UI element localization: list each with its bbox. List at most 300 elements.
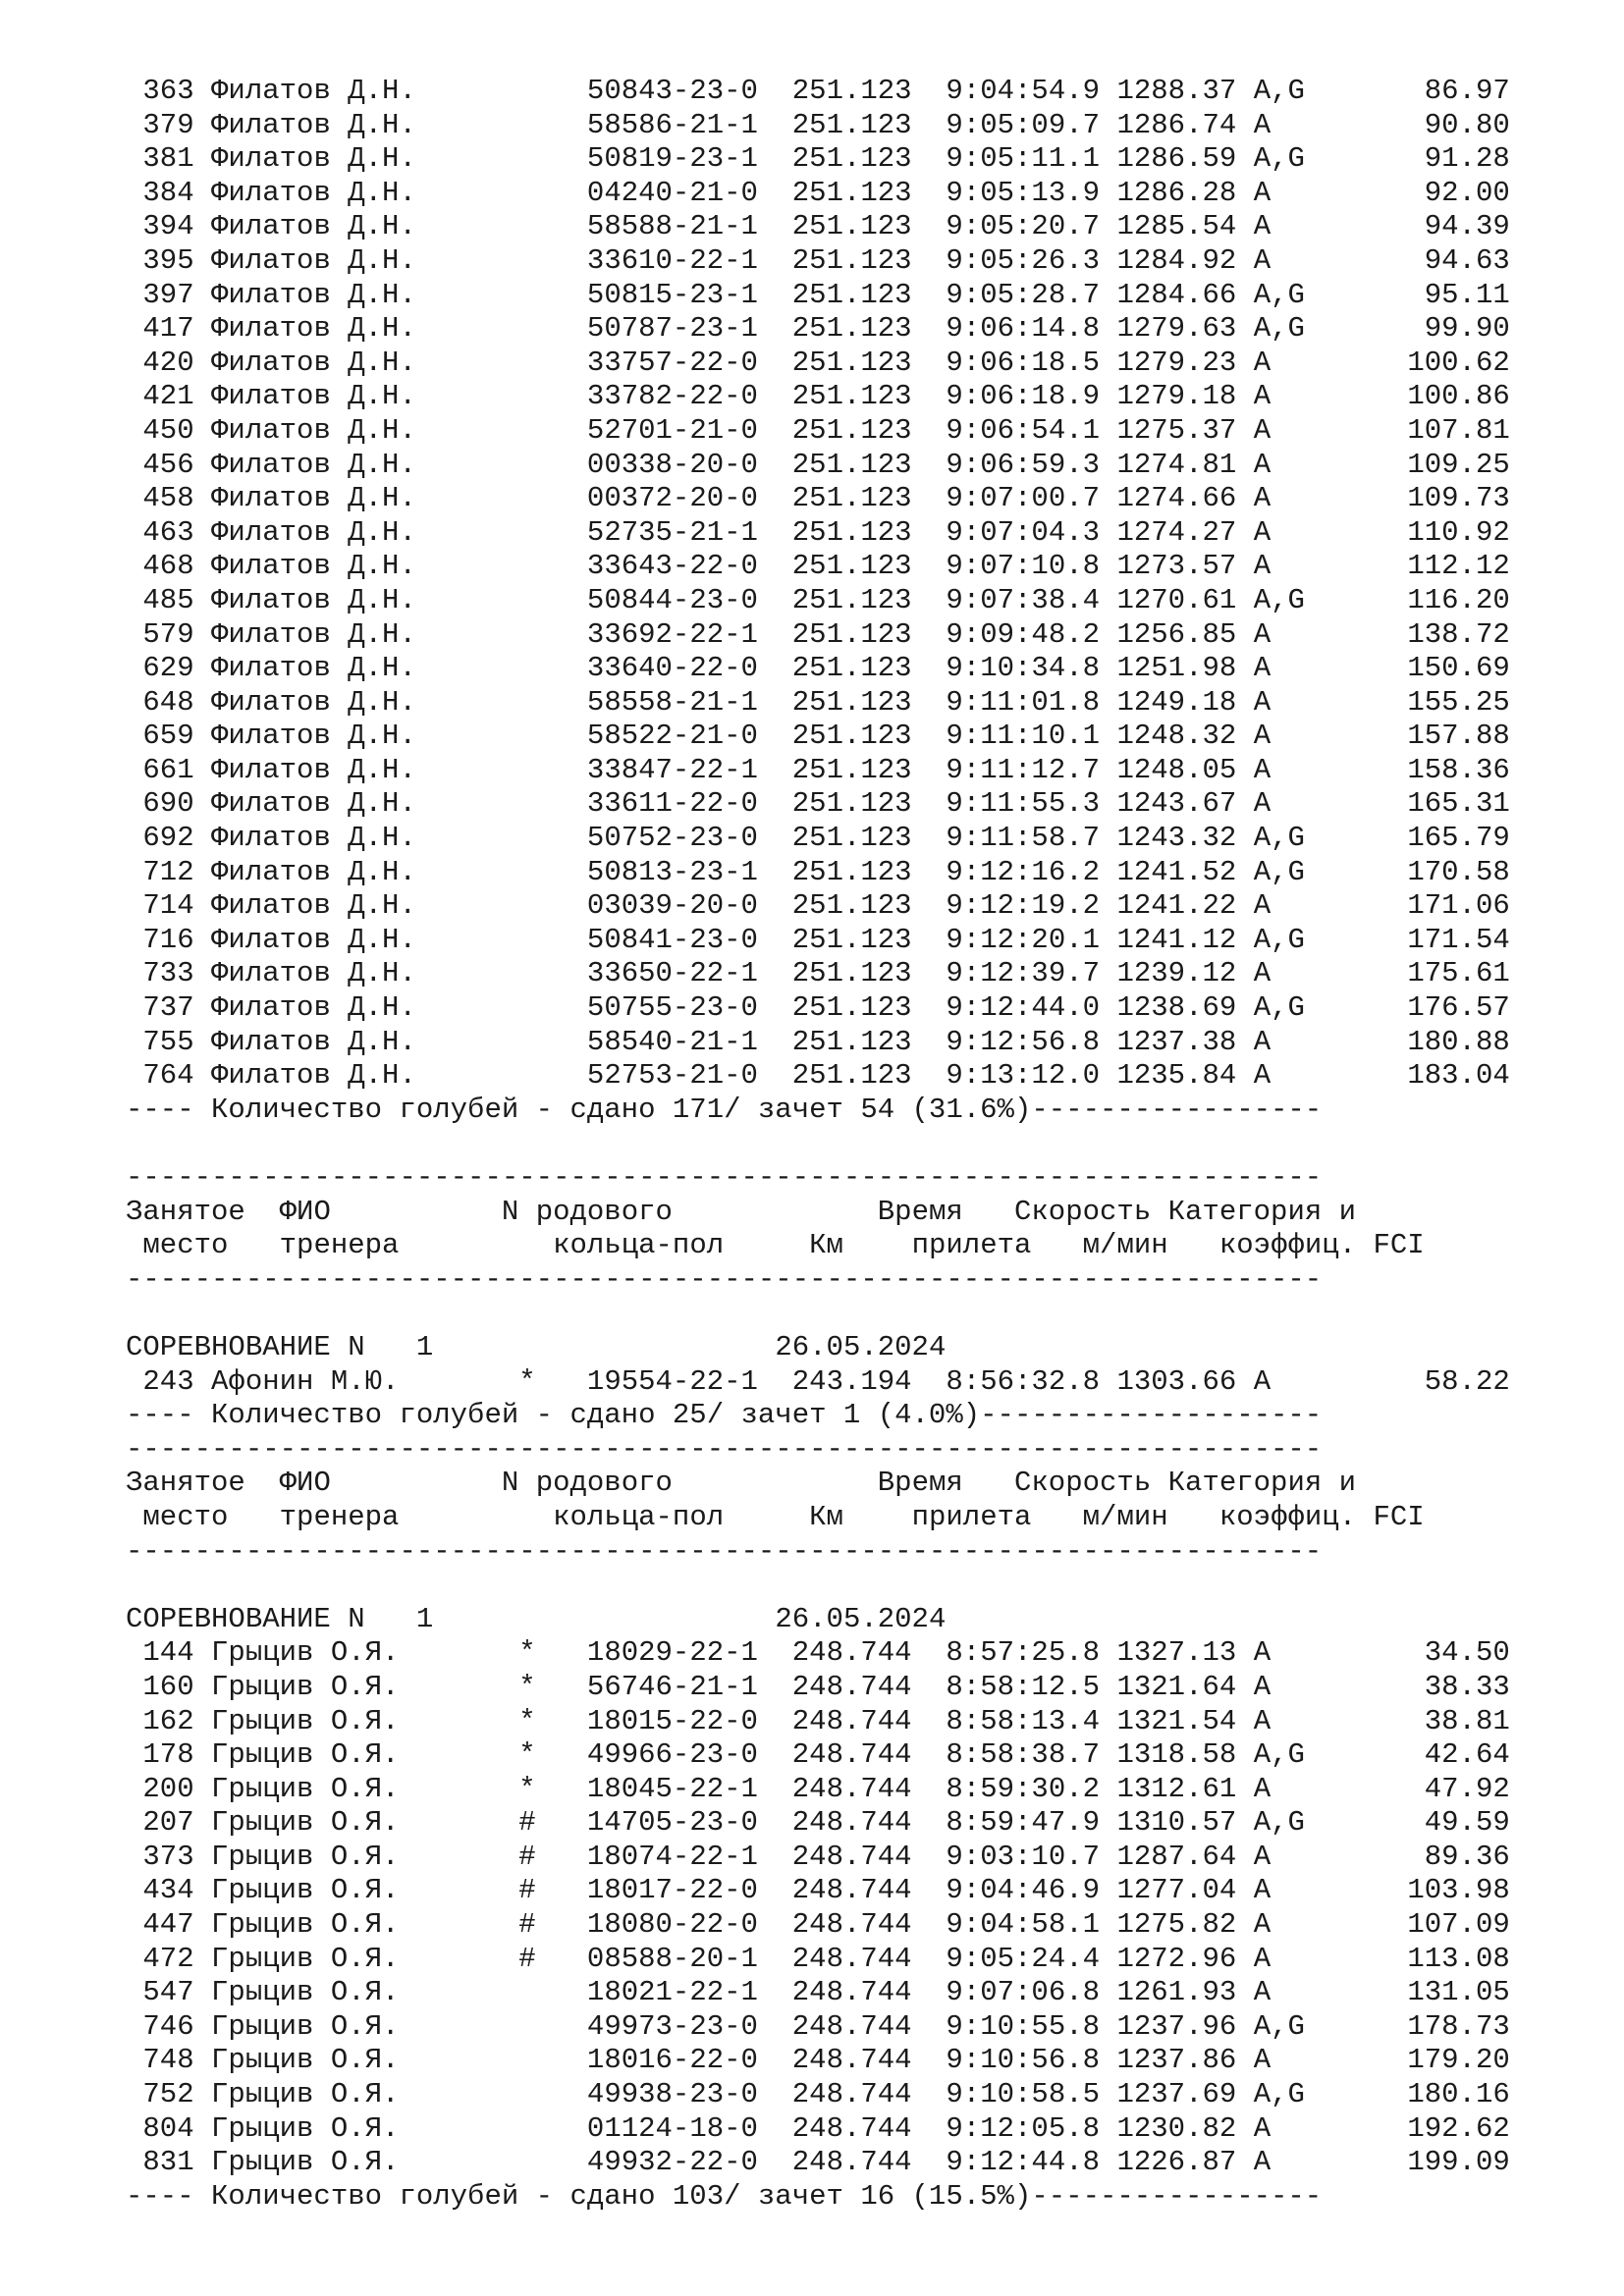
place-number: 579 [142,617,194,651]
arrival-time: 9:12:44.0 [946,991,1101,1025]
distance-km: 251.123 [791,210,912,243]
competition-number: 1 [415,1602,434,1635]
distance-km: 248.744 [791,2044,912,2077]
fancier-name: Грыцив О.Я. [211,1704,400,1737]
distance-km: 251.123 [791,413,912,447]
fancier-name: Филатов Д.Н. [211,482,416,515]
distance-km: 251.123 [791,346,912,379]
result-row [126,754,1510,788]
ring-number: 50752-23-0 [586,822,758,855]
category-code: A,G [1253,2009,1305,2043]
place-number: 144 [142,1636,194,1670]
arrival-time: 9:05:09.7 [946,108,1101,141]
arrival-time: 9:06:14.8 [946,312,1101,346]
place-number: 458 [142,482,194,515]
fci-coefficient: 138.72 [1407,617,1510,651]
header-km: Км [809,1500,843,1533]
speed-value: 1237.86 [1116,2044,1237,2077]
fci-coefficient: 99.90 [1424,312,1510,346]
arrival-time: 9:05:24.4 [946,1942,1101,1975]
section-summary: Количество голубей - сдано 25/ зачет 1 (4.0%) [211,1399,981,1432]
arrival-time: 9:05:20.7 [946,210,1101,243]
distance-km: 251.123 [791,991,912,1025]
summary-line: ---- Количество голубей - сдано 25/ зачет 1 (4.0%)-------------------- [126,1399,1323,1432]
category-code: A [1253,176,1272,209]
result-row [126,109,1510,143]
place-number: 200 [142,1772,194,1805]
fancier-name: Филатов Д.Н. [211,380,416,413]
arrival-time: 9:07:10.8 [946,550,1101,583]
distance-km: 251.123 [791,108,912,141]
fci-coefficient: 110.92 [1407,515,1510,549]
category-code: A,G [1253,2078,1305,2111]
distance-km: 251.123 [791,515,912,549]
place-number: 178 [142,1738,194,1772]
entry-mark: * [518,1364,536,1398]
arrival-time: 9:10:34.8 [946,652,1101,685]
place-number: 547 [142,1976,194,2009]
fancier-name: Филатов Д.Н. [211,991,416,1025]
entry-mark: * [518,1772,536,1805]
header-time: Время [877,1467,963,1500]
place-number: 755 [142,1025,194,1058]
result-row [126,482,1510,516]
ring-number: 58522-21-0 [586,720,758,753]
place-number: 397 [142,278,194,311]
category-code: A,G [1253,855,1305,888]
entry-mark: * [518,1704,536,1737]
fancier-name: Грыцив О.Я. [211,1670,400,1703]
fancier-name: Филатов Д.Н. [211,889,416,923]
fci-coefficient: 100.62 [1407,346,1510,379]
arrival-time: 9:12:39.7 [946,957,1101,990]
header-name: ФИО [279,1195,331,1228]
distance-km: 248.744 [791,1806,912,1840]
fancier-name: Грыцив О.Я. [211,1738,400,1772]
category-code: A [1253,2111,1272,2145]
place-number: 748 [142,2044,194,2077]
category-code: A [1253,720,1272,753]
result-row [126,244,1510,279]
speed-value: 1249.18 [1116,685,1237,719]
result-row [126,312,1510,347]
fancier-name: Афонин М.Ю. [211,1364,400,1398]
header-place: Занятое [126,1467,245,1500]
fci-coefficient: 131.05 [1407,1976,1510,2009]
arrival-time: 9:05:11.1 [946,142,1101,176]
fci-coefficient: 42.64 [1424,1738,1510,1772]
speed-value: 1286.74 [1116,108,1237,141]
arrival-time: 9:05:26.3 [946,243,1101,277]
distance-km: 251.123 [791,583,912,616]
distance-km: 248.744 [791,1942,912,1975]
fci-coefficient: 179.20 [1407,2044,1510,2077]
ring-number: 50843-23-0 [586,75,758,107]
place-number: 417 [142,312,194,346]
fancier-name: Грыцив О.Я. [211,2078,400,2111]
separator-rule: ---------------------------------------------------------------------- [126,1262,1323,1296]
speed-value: 1256.85 [1116,617,1237,651]
entry-mark: # [518,1874,536,1907]
fancier-name: Филатов Д.Н. [211,720,416,753]
distance-km: 248.744 [791,1840,912,1873]
place-number: 737 [142,991,194,1025]
result-row [126,2010,1510,2045]
distance-km: 251.123 [791,787,912,821]
results-report [126,75,1510,2214]
speed-value: 1279.23 [1116,346,1237,379]
distance-km: 251.123 [791,176,912,209]
place-number: 207 [142,1806,194,1840]
ring-number: 18016-22-0 [586,2044,758,2077]
fci-coefficient: 107.09 [1407,1908,1510,1942]
distance-km: 251.123 [791,312,912,346]
speed-value: 1237.96 [1116,2009,1237,2043]
speed-value: 1285.54 [1116,210,1237,243]
fancier-name: Филатов Д.Н. [211,515,416,549]
fci-coefficient: 150.69 [1407,652,1510,685]
fci-coefficient: 47.92 [1424,1772,1510,1805]
arrival-time: 9:05:28.7 [946,278,1101,311]
place-number: 690 [142,787,194,821]
header-place-2: место [142,1500,229,1533]
place-number: 746 [142,2009,194,2043]
ring-number: 04240-21-0 [586,176,758,209]
ring-number: 58588-21-1 [586,210,758,243]
place-number: 447 [142,1908,194,1942]
arrival-time: 9:04:54.9 [946,75,1101,107]
category-code: A [1253,1942,1272,1975]
arrival-time: 9:12:20.1 [946,923,1101,956]
distance-km: 248.744 [791,1908,912,1942]
category-code: A [1253,515,1272,549]
fancier-name: Грыцив О.Я. [211,2009,400,2043]
result-row [126,414,1510,449]
speed-value: 1274.27 [1116,515,1237,549]
speed-value: 1243.32 [1116,822,1237,855]
arrival-time: 9:07:06.8 [946,1976,1101,2009]
entry-mark: * [518,1636,536,1670]
header-arrival: прилета [911,1229,1032,1262]
distance-km: 251.123 [791,243,912,277]
fci-coefficient: 178.73 [1407,2009,1510,2043]
place-number: 661 [142,753,194,786]
fci-coefficient: 34.50 [1424,1636,1510,1670]
column-header-line-2 [126,1229,1510,1263]
category-code: A [1253,685,1272,719]
speed-value: 1279.18 [1116,380,1237,413]
arrival-time: 9:12:19.2 [946,889,1101,923]
arrival-time: 8:58:13.4 [946,1704,1101,1737]
ring-number: 58586-21-1 [586,108,758,141]
ring-number: 18074-22-1 [586,1840,758,1873]
speed-value: 1288.37 [1116,75,1237,107]
ring-number: 03039-20-0 [586,889,758,923]
ring-number: 49973-23-0 [586,2009,758,2043]
speed-value: 1274.66 [1116,482,1237,515]
distance-km: 251.123 [791,957,912,990]
arrival-time: 9:11:58.7 [946,822,1101,855]
place-number: 733 [142,957,194,990]
place-number: 421 [142,380,194,413]
header-name-2: тренера [279,1229,400,1262]
category-code: A [1253,957,1272,990]
arrival-time: 9:03:10.7 [946,1840,1101,1873]
distance-km: 248.744 [791,1738,912,1772]
category-code: A [1253,787,1272,821]
category-code: A [1253,1840,1272,1873]
category-code: A [1253,2146,1272,2179]
fci-coefficient: 158.36 [1407,753,1510,786]
speed-value: 1272.96 [1116,1942,1237,1975]
speed-value: 1312.61 [1116,1772,1237,1805]
entry-mark: # [518,1840,536,1873]
place-number: 395 [142,243,194,277]
arrival-time: 8:56:32.8 [946,1364,1101,1398]
separator-rule: ---------------------------------------------------------------------- [126,1534,1323,1568]
distance-km: 248.744 [791,2009,912,2043]
header-place-2: место [142,1229,229,1262]
fancier-name: Филатов Д.Н. [211,75,416,107]
fancier-name: Грыцив О.Я. [211,1840,400,1873]
arrival-time: 9:07:04.3 [946,515,1101,549]
fci-coefficient: 192.62 [1407,2111,1510,2145]
fancier-name: Филатов Д.Н. [211,278,416,311]
result-row [126,210,1510,244]
ring-number: 52701-21-0 [586,413,758,447]
result-row [126,177,1510,211]
speed-value: 1274.81 [1116,448,1237,481]
fci-coefficient: 170.58 [1407,855,1510,888]
section-summary: Количество голубей - сдано 103/ зачет 16 (15.5%) [211,2179,1032,2213]
fci-coefficient: 107.81 [1407,413,1510,447]
result-row [126,957,1510,991]
header-speed-unit: м/мин [1082,1229,1168,1262]
fci-coefficient: 155.25 [1407,685,1510,719]
fci-coefficient: 92.00 [1424,176,1510,209]
ring-number: 50755-23-0 [586,991,758,1025]
ring-number: 33757-22-0 [586,346,758,379]
section-summary: Количество голубей - сдано 171/ зачет 54 (31.6%) [211,1093,1032,1126]
fancier-name: Филатов Д.Н. [211,855,416,888]
place-number: 716 [142,923,194,956]
fancier-name: Филатов Д.Н. [211,923,416,956]
ring-number: 52753-21-0 [586,1059,758,1093]
ring-number: 58558-21-1 [586,685,758,719]
ring-number: 19554-22-1 [586,1364,758,1398]
speed-value: 1241.52 [1116,855,1237,888]
speed-value: 1275.82 [1116,1908,1237,1942]
fancier-name: Филатов Д.Н. [211,652,416,685]
speed-value: 1237.38 [1116,1025,1237,1058]
category-code: A [1253,482,1272,515]
result-row [126,1738,1510,1773]
result-row [126,991,1510,1026]
category-code: A [1253,1874,1272,1907]
distance-km: 248.744 [791,1772,912,1805]
fancier-name: Грыцив О.Я. [211,1942,400,1975]
result-row [126,856,1510,890]
category-code: A,G [1253,1806,1305,1840]
place-number: 243 [142,1364,194,1398]
category-code: A [1253,1025,1272,1058]
column-header-line-2 [126,1501,1510,1535]
category-code: A,G [1253,923,1305,956]
result-row [126,279,1510,313]
fci-coefficient: 86.97 [1424,75,1510,107]
competition-label: СОРЕВНОВАНИЕ N [126,1602,365,1635]
fci-coefficient: 176.57 [1407,991,1510,1025]
ring-number: 14705-23-0 [586,1806,758,1840]
fci-coefficient: 58.22 [1424,1364,1510,1398]
fancier-name: Филатов Д.Н. [211,753,416,786]
competition-label: СОРЕВНОВАНИЕ N [126,1330,365,1363]
category-code: A,G [1253,278,1305,311]
result-row [126,924,1510,958]
ring-number: 58540-21-1 [586,1025,758,1058]
category-code: A,G [1253,583,1305,616]
place-number: 764 [142,1059,194,1093]
fci-coefficient: 165.79 [1407,822,1510,855]
place-number: 463 [142,515,194,549]
fci-coefficient: 171.54 [1407,923,1510,956]
distance-km: 248.744 [791,1670,912,1703]
ring-number: 18080-22-0 [586,1908,758,1942]
fci-coefficient: 94.39 [1424,210,1510,243]
result-row [126,550,1510,584]
speed-value: 1321.54 [1116,1704,1237,1737]
place-number: 450 [142,413,194,447]
distance-km: 251.123 [791,142,912,176]
fci-coefficient: 183.04 [1407,1059,1510,1093]
ring-number: 52735-21-1 [586,515,758,549]
arrival-time: 9:07:00.7 [946,482,1101,515]
result-row [126,1026,1510,1060]
fancier-name: Грыцив О.Я. [211,1874,400,1907]
ring-number: 49932-22-0 [586,2146,758,2179]
distance-km: 251.123 [791,685,912,719]
result-row [126,1943,1510,1977]
ring-number: 50844-23-0 [586,583,758,616]
speed-value: 1238.69 [1116,991,1237,1025]
speed-value: 1251.98 [1116,652,1237,685]
speed-value: 1279.63 [1116,312,1237,346]
speed-value: 1261.93 [1116,1976,1237,2009]
ring-number: 56746-21-1 [586,1670,758,1703]
fancier-name: Грыцив О.Я. [211,1636,400,1670]
arrival-time: 9:10:58.5 [946,2078,1101,2111]
fci-coefficient: 103.98 [1407,1874,1510,1907]
separator-rule: ---------------------------------------------------------------------- [126,1161,1323,1194]
column-header-line-1 [126,1196,1510,1230]
ring-number: 18021-22-1 [586,1976,758,2009]
result-row [126,1705,1510,1739]
ring-number: 18045-22-1 [586,1772,758,1805]
distance-km: 251.123 [791,855,912,888]
header-category: Категория и [1167,1467,1357,1500]
header-km: Км [809,1229,843,1262]
speed-value: 1321.64 [1116,1670,1237,1703]
speed-value: 1287.64 [1116,1840,1237,1873]
ring-number: 33640-22-0 [586,652,758,685]
fci-coefficient: 175.61 [1407,957,1510,990]
distance-km: 243.194 [791,1364,912,1398]
fci-coefficient: 199.09 [1407,2146,1510,2179]
fancier-name: Филатов Д.Н. [211,176,416,209]
summary-line: ---- Количество голубей - сдано 171/ зачет 54 (31.6%)----------------- [126,1093,1323,1126]
fancier-name: Филатов Д.Н. [211,312,416,346]
ring-number: 50841-23-0 [586,923,758,956]
ring-number: 33643-22-0 [586,550,758,583]
place-number: 712 [142,855,194,888]
ring-number: 50815-23-1 [586,278,758,311]
category-code: A [1253,1670,1272,1703]
arrival-time: 9:04:58.1 [946,1908,1101,1942]
fci-coefficient: 109.73 [1407,482,1510,515]
speed-value: 1243.67 [1116,787,1237,821]
speed-value: 1241.12 [1116,923,1237,956]
result-row [126,822,1510,856]
header-speed-unit: м/мин [1082,1500,1168,1533]
result-row [126,1841,1510,1875]
entry-mark: * [518,1670,536,1703]
arrival-time: 9:04:46.9 [946,1874,1101,1907]
distance-km: 248.744 [791,1704,912,1737]
distance-km: 251.123 [791,482,912,515]
arrival-time: 9:10:55.8 [946,2009,1101,2043]
fancier-name: Филатов Д.Н. [211,617,416,651]
place-number: 714 [142,889,194,923]
fci-coefficient: 109.25 [1407,448,1510,481]
separator-rule: ---------------------------------------------------------------------- [126,1432,1323,1466]
category-code: A,G [1253,142,1305,176]
distance-km: 251.123 [791,278,912,311]
fancier-name: Филатов Д.Н. [211,1059,416,1093]
speed-value: 1310.57 [1116,1806,1237,1840]
distance-km: 251.123 [791,753,912,786]
header-place: Занятое [126,1195,245,1228]
competition-line [126,1603,1510,1637]
fci-coefficient: 112.12 [1407,550,1510,583]
place-number: 659 [142,720,194,753]
category-code: A,G [1253,75,1305,107]
entry-mark: # [518,1806,536,1840]
result-row [126,618,1510,653]
ring-number: 33847-22-1 [586,753,758,786]
distance-km: 251.123 [791,617,912,651]
category-code: A,G [1253,312,1305,346]
place-number: 456 [142,448,194,481]
fci-coefficient: 157.88 [1407,720,1510,753]
ring-number: 00372-20-0 [586,482,758,515]
fci-coefficient: 91.28 [1424,142,1510,176]
speed-value: 1275.37 [1116,413,1237,447]
result-row [126,75,1510,109]
category-code: A [1253,753,1272,786]
header-ring: N родового [501,1467,673,1500]
fci-coefficient: 116.20 [1407,583,1510,616]
speed-value: 1270.61 [1116,583,1237,616]
speed-value: 1284.92 [1116,243,1237,277]
place-number: 162 [142,1704,194,1737]
speed-value: 1235.84 [1116,1059,1237,1093]
category-code: A [1253,108,1272,141]
fci-coefficient: 38.33 [1424,1670,1510,1703]
arrival-time: 9:11:12.7 [946,753,1101,786]
place-number: 629 [142,652,194,685]
place-number: 434 [142,1874,194,1907]
arrival-time: 8:59:47.9 [946,1806,1101,1840]
